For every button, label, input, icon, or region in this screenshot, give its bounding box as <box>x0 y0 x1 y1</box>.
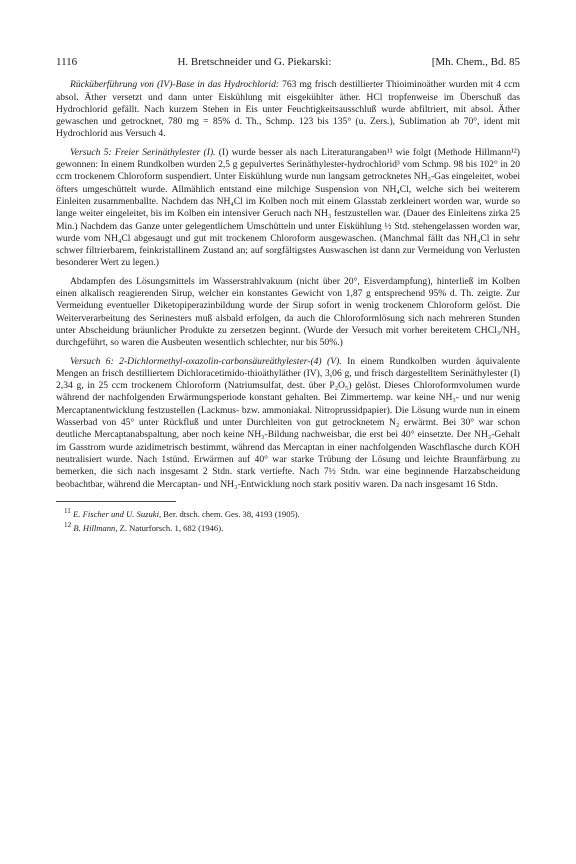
footnote-authors: B. Hillmann, <box>73 522 118 533</box>
paragraph-text: In einem Rundkolben wurden äquivalente Mengen an frisch destilliertem Dichloracetimido-thioäthyläther (IV), 3,06 g, und frisch dargestelltem Serinäthylester (I) 2,34 g, in 25 ccm trockenem Chloroform (Natriumsulfat, dest. über P₂O₅) gelöst. Dieses Chloroformvolumen wurde während der nachfolgenden Erwärmungsperiode konstant gehalten. Bei Zimmertemp. war keine NH₃- und nur wenig Mercaptanentwicklung festzustellen (Lackmus- bzw. ammoniakal. Nitroprussidpapier). Die Lösung wurde nun in einem Wasserbad von 45° unter Rückfluß und unter Durchleiten von gut getrocknetem N₂ erwärmt. Bei 30° war schon deutliche Mercaptanabspaltung, aber noch keine NH₃-Bildung nachweisbar, die erst bei 40° einsetzte. Der NH₃-Gehalt im Gasstrom wurde azidimetrisch bestimmt, während das Mercaptan in einer nachfolgenden Waschflasche durch KOH neutralisiert wurde. Nach 1stünd. Erwärmen auf 40° war starke Trübung der Lösung und leichte Braunfärbung zu bemerken, die sich nach insgesamt 2 Stdn. stark vertiefte. Nach 7½ Stdn. war eine beginnende Harzabscheidung beobachtbar, während die Mercaptan- und NH₃-Entwicklung noch stark positiv waren. Da nach insgesamt 16 Stdn. <box>56 355 521 490</box>
paragraph-rueckfuehrung <box>56 79 520 140</box>
footnote-text: Ber. dtsch. chem. Ges. 38, 4193 (1905). <box>163 508 300 519</box>
running-title: H. Bretschneider und G. Piekarski: <box>177 56 332 68</box>
paragraph-versuch-5 <box>56 147 520 270</box>
footnote-authors: E. Fischer und U. Suzuki, <box>73 508 162 519</box>
footnote <box>56 506 520 520</box>
paragraph-lead: Versuch 5: Freier Serinäthylester (I). <box>70 146 216 158</box>
page <box>56 56 520 534</box>
page-number: 1116 <box>56 56 78 68</box>
paragraph-text: Abdampfen des Lösungsmittels im Wasserstrahlvakuum (nicht über 20°, Eisverdampfung), hinterließ im Kolben einen alkalisch reagierenden Sirup, welcher ein konstantes Gewicht von 1,87 g entsprechend 95% d. Th. zeigte. Zur Vermeidung eventueller Diketopiperazinbildung wurde der Sirup sofort in wenig trockenem Chloroform gelöst. Die Weiterverarbeitung des Serinesters muß alsbald erfolgen, da auch die Chloroformlösung sich nach mehreren Stunden unter Abscheidung bräunlicher Produkte zu zersetzen beginnt. (Wurde der Versuch mit vorher bereitetem CHCl₃/NH₃ durchgeführt, so waren die Ausbeuten wesentlich schlechter, nur bis 50%.) <box>56 275 520 349</box>
footnote-mark: 12 <box>64 520 72 529</box>
paragraph-text: (I) wurde besser als nach Literaturangaben¹¹ wie folgt (Methode Hillmann¹²) gewonnen: In einem Rundkolben wurden 2,5 g gepulvertes Serinäthylester-hydrochlorid³ vom Schmp. 98 bis 102° in 20 ccm trockenem Chloroform suspendiert. Unter Eiskühlung wurde nun langsam getrocknetes NH₃-Gas eingeleitet, wobei öfters umgeschüttelt wurde. Allmählich entstand eine milchige Suspension von NH₄Cl, welche sich bei weiterem Einleiten zusammenballte. Nachdem das NH₄Cl im Kolben noch mit einem Glasstab zerkleinert worden war, wurde so lange weiter eingeleitet, bis im Kolben ein intensiver Geruch nach NH₃ festzustellen war. (Dauer des Einleitens zirka 25 Min.) Nachdem das Ganze unter gelegentlichem Umschütteln und unter Eiskühlung ½ Std. stehengelassen worden war, wurde vom NH₄Cl abgesaugt und gut mit trockenem Chloroform ausgewaschen. (Manchmal fällt das NH₄Cl in sehr schwer filtrierbarem, feinkristallinem Zustand an; auf sorgfältigstes Auswaschen ist dann zur Vermeidung von Verlusten besonderer Wert zu legen.) <box>56 146 520 269</box>
footnote-text: Z. Naturforsch. 1, 682 (1946). <box>119 522 224 533</box>
paragraph-lead: Rücküberführung von (IV)-Base in das Hydrochlorid: <box>70 79 280 91</box>
paragraph-text: 763 mg frisch destillierter Thioiminoäther wurden mit 4 ccm absol. Äther versetzt und dann unter Eiskühlung mit eisgekühlter äther. HCl tropfenweise im Überschuß das Hydrochlorid gefällt. Nach kurzem Stehen in Eis unter Feuchtigkeitsausschluß wurde abfiltriert, mit absol. Äther gewaschen und getrocknet, 780 mg = 85% d. Th., Schmp. 123 bis 135° (u. Zers.), Sublimation ab 70°, ident mit Hydrochlorid aus Versuch 4. <box>56 79 520 140</box>
paragraph-abdampfen <box>56 276 520 350</box>
footnote <box>56 520 520 534</box>
paragraph-versuch-6 <box>56 356 520 491</box>
running-header <box>56 56 520 68</box>
paragraph-lead: Versuch 6: 2-Dichlormethyl-oxazolin-carbonsäureäthylester-(4) (V). <box>70 355 342 367</box>
footnote-divider <box>56 501 176 502</box>
footnote-mark: 11 <box>64 506 71 515</box>
journal-reference: [Mh. Chem., Bd. 85 <box>431 56 520 68</box>
